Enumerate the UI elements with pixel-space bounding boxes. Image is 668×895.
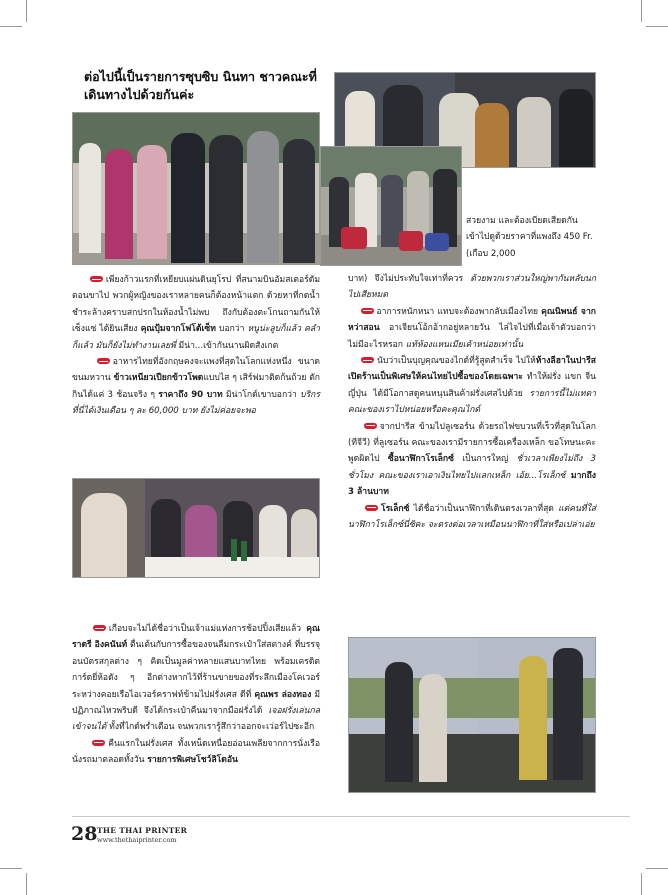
- footer-divider: [72, 816, 630, 817]
- crop-mark-top-left: [26, 0, 27, 22]
- lips-icon: [364, 423, 377, 429]
- caption-continuation-text: สวยงาม และต้องเบียดเสียดกันเข้าไปดูด้วยราคาที่แพงถึง 450 Fr. (เกือบ 2,000: [466, 216, 593, 259]
- photo-group-bridge: [348, 637, 596, 793]
- right-paragraph-2: นับว่าเป็นบุญคุณของไกด์ที่รู้สูตสำเร็จ ไปให้ห้างลีฮาในปารีส เปิดร้านเป็นพิเศษให้คนไทยไปซื้อของโดยเฉพาะ ทำให้ฝรั่ง แขก จีน ญี่ปุ่น ได้มีโอกาสดูคนหนุนสินค้าฝรั่งเศสไปด้วย รายการนี้ไม่แทตาคณะของเราไปหน่อยหรือคะคุณไกด์: [348, 356, 596, 416]
- crop-mark-bottom-right-h: [646, 868, 668, 869]
- crop-mark-top-right: [641, 0, 642, 22]
- lips-icon: [90, 276, 103, 282]
- crop-mark-top-left-h: [0, 26, 22, 27]
- crop-mark-top-right-h: [646, 26, 668, 27]
- photo-group-street: [320, 146, 462, 266]
- right-paragraph-1: อาการหนักหนา แทบจะต้องพากลับเมืองไทย คุณนิพนธ์ จากหว่าสอน อาเจียนโอ้กอ้ากอยู่หลายวัน ไล่ไจไปที่เมื่อเจ้าตัวบอกว่าไม่มีอะไรหรอก แท้ห้องแหนเมียเค้าหน่อยเท่านั้น: [348, 306, 596, 350]
- right-column-block: [348, 271, 596, 534]
- lips-icon: [361, 308, 374, 314]
- publication-url[interactable]: www.thethaiprinter.com: [97, 836, 177, 844]
- photo-group-airport: [72, 112, 320, 265]
- lips-icon: [361, 357, 374, 363]
- lips-icon: [92, 740, 105, 746]
- lips-icon: [97, 358, 110, 364]
- lips-icon: [93, 625, 106, 631]
- crop-mark-bottom-right: [641, 873, 642, 895]
- left-paragraph-2: อาหารไทยที่อังกฤษคงจะแพงที่สุดในโลกแห่งหนึ่ง ขนาดขนมหวาน ข้าวเหนียวเปียกข้าวโพดแบบไส ๆ เสิร์ฟมาติดก้นถ้วย ตักกินได้แค่ 3 ช้อนจริง ๆ ราคาถึง 90 บาท มิน่าโกด์เขาบอกว่า บริกรที่นี่ได้เงินเดือน ๆ ละ 60,000 บาท ยังไม่ค่อยจะพอ: [72, 357, 320, 417]
- left-paragraph-3: เกือบจะไม่ได้ชื่อว่าเป็นเจ้าแม่แห่งการช้อปปิ้งเสียแล้ว คุณราตรี อิงคนันท์ ตื่นเต้นกับการซื้อของจนลืมกระเป๋าใส่สตางค์ ที่บรรจุอนบัตรสกุลต่าง ๆ คิดเป็นมูลค่าหลายแสนบาทไทย พร้อมเครดิตการ์ดยี่ห้อดัง ๆ อีกต่างหากไว้ที่ร้านขายของที่ระลึกเมืองโคเวอร์ ระหว่างคอยเรือไอเวอร์คราฟท์ข้ามไปฝรั่งเศส ดีที่ คุณพร ล่องทอง มีปฏิภาณไหวพริบดี จึงได้กระเป๋าคืนมาจากมือฝรั่งได้ เจอฝรั่งเล่นกลเข้าจนได้ ทั้งที่ไกด์พร่ำเตือน จนพวกเรารู้สึกว่าออกจะเว่อร์ไปซะอีก: [72, 624, 320, 733]
- article-headline: ต่อไปนี้เป็นรายการซุบซิบ นินทา ชาวคณะที่เดินทางไปด้วยกันค่ะ: [84, 69, 317, 102]
- crop-mark-bottom-left: [26, 873, 27, 895]
- crop-mark-bottom-left-h: [0, 868, 22, 869]
- right-paragraph-4: โรเล็กซ์ ได้ชื่อว่าเป็นนาฬิกาที่เดินตรงเวลาที่สุด แต่คนที่ใส่นาฬิกาโรเล็กซ์นี่ซิคะ จะตรงต่อเวลาเหมือนนาฬิกาที่ใส่หรือเปล่าเอ่ย: [348, 503, 596, 531]
- publication-name: THE THAI PRINTER: [97, 826, 188, 835]
- right-paragraph-0: บาท) จึงไม่ประทับใจเท่าที่ควร ด้วยพวกเราส่วนใหญ่พากันหลับนกไปเสียหมด: [348, 274, 596, 301]
- photo-group-dinner: [72, 478, 320, 578]
- right-paragraph-3: จากปารีส ข้ามไปลูเซอร์น ด้วยรถไฟขบวนที่เร็วที่สุดในโลก (ทีจีวี) ที่ลูเซอร์น คณะของเรามีรายการซื้อเครื่องเหล็ก ขอโทษนะคะ พูดผิดไป ซื้อนาฬิกาโรเล็กซ์ เป็นการใหญ่ ชั่วเวลาเพียงไม่ถึง 3 ชั่วโมง คณะของเราเอาเงินไทยไปแลกเหล็ก เอ้ย...โรเล็กซ์ มากถึง 3 ล้านบาท: [348, 421, 597, 498]
- left-paragraph-4: คืนแรกในฝรั่งเศส ทั้งเหน็ดเหนื่อยอ่อนเพลียจากการนั่งเรือ นั่งรถมาตลอดทั้งวัน รายการพิเศษโชว์ลิโดอัน: [72, 738, 320, 766]
- left-column-block-2: [72, 621, 320, 769]
- lips-icon: [365, 505, 378, 511]
- right-column-caption-continuation: [466, 213, 596, 262]
- page-number: 28: [71, 823, 98, 845]
- left-paragraph-1: เพียงก้าวแรกที่เหยียบแผ่นดินยุโรป ที่สนามบินอัมสเตอร์ดัมตอนขาไป พวกผู้หญิงของเราหลายคนก็ต้องหน้าแตก ด้วยหาที่กดน้ำชำระล้างคราบสกปรกในห้องน้ำไม่พบ ถึงกับต้องตะโกนถามกันให้เซ็งแซ่ ได้ยินเสียง คุณปุ้มจากโฟโต้เซ็ท บอกว่า หนูน่ะลูบก็แล้ว คลำก็แล้ว มันก็ยังไม่ทำงานเลยพี่ มีน่า...เข้ากันนานผิดสังเกต: [72, 275, 320, 351]
- left-column-block-1: [72, 272, 320, 420]
